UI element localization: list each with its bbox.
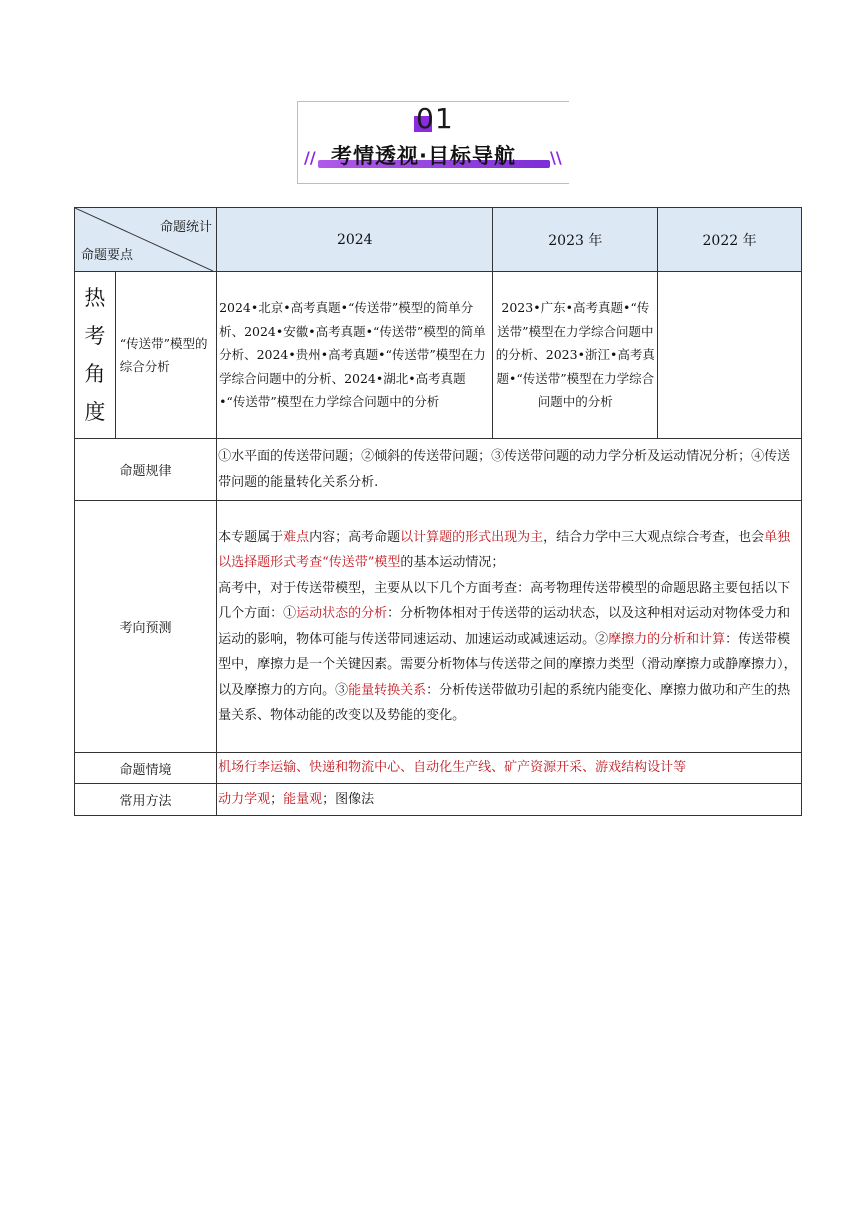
hot-point: “传送带”模型的综合分析	[115, 272, 216, 439]
highlight-run: 难点	[283, 529, 310, 545]
method-separator: ；	[322, 791, 336, 807]
diagonal-header-cell	[75, 208, 217, 272]
forecast-label: 考向预测	[75, 501, 217, 753]
method-dynamics: 动力学观	[218, 791, 271, 807]
context-row	[75, 753, 802, 784]
diag-top-label: 命题统计	[160, 220, 213, 235]
text-run: 本专题属于	[218, 529, 284, 545]
methods-label: 常用方法	[75, 784, 217, 816]
method-energy: 能量观	[283, 791, 323, 807]
text-run: ：分析物体相对于传送带的运动状态，以及这种相对运动对物体受力和运动的影响，物体可能与传送带同速运动、加速运动或减速运动。②	[218, 606, 791, 647]
section-banner	[297, 101, 569, 184]
method-separator: ；	[270, 791, 284, 807]
hot-angle-label	[75, 272, 116, 439]
hot-row	[75, 272, 802, 439]
text-run: ：分析传送带做功引起的系统内能变化、摩擦力做功和产生的热量关系、物体动能的改变以及势能的变化。	[218, 682, 791, 723]
col-header-2023: 2023 年	[493, 208, 658, 272]
section-number: 01	[416, 102, 454, 135]
slash-decor-left: //	[304, 148, 316, 167]
methods-row	[75, 784, 802, 816]
col-header-2022: 2022 年	[658, 208, 802, 272]
text-run: 的基本运动情况；	[400, 555, 505, 570]
forecast-text	[217, 501, 802, 753]
hot-2022	[658, 272, 802, 439]
hot-char-2: 考	[84, 324, 106, 348]
highlight-run: 能量转换关系	[348, 682, 427, 698]
slash-decor-right: \\	[550, 148, 562, 167]
rules-text: ①水平面的传送带问题；②倾斜的传送带问题；③传送带问题的动力学分析及运动情况分析；④传送带问题的能量转化关系分析.	[217, 439, 802, 501]
forecast-row	[75, 501, 802, 753]
rules-row	[75, 439, 802, 501]
diag-bottom-label: 命题要点	[81, 248, 134, 263]
col-header-2024: 2024	[217, 208, 493, 272]
exam-analysis-table	[74, 207, 802, 816]
rules-label: 命题规律	[75, 439, 217, 501]
hot-2024: 2024•北京•高考真题•“传送带”模型的简单分析、2024•安徽•高考真题•“传送带”模型的简单分析、2024•贵州•高考真题•“传送带”模型在力学综合问题中的分析、2024•湖北•高考真题•“传送带”模型在力学综合问题中的分析	[217, 272, 493, 439]
methods-text	[217, 784, 802, 816]
text-run: 内容；高考命题	[309, 529, 401, 545]
highlight-run: 单独以选择题形式考查“传送带”模型	[218, 529, 791, 570]
method-graph: 图像法	[335, 791, 375, 807]
highlight-run: 摩擦力的分析和计算	[608, 631, 726, 647]
highlight-run: 以计算题的形式出现为主	[400, 529, 544, 545]
text-run: 高考中，对于传送带模型，主要从以下几个方面考查：高考物理传送带模型的命题思路主要包括以下几个方面：①	[218, 580, 791, 621]
forecast-paragraph-1	[218, 525, 801, 576]
hot-char-4: 度	[84, 400, 106, 424]
highlight-run: 运动状态的分析	[296, 606, 388, 621]
context-text: 机场行李运输、快递和物流中心、自动化生产线、矿产资源开采、游戏结构设计等	[217, 753, 802, 784]
text-run: ，结合力学中三大观点综合考查，也会	[543, 529, 765, 545]
section-title: 考情透视·目标导航	[331, 144, 516, 168]
hot-char-1: 热	[84, 286, 106, 310]
forecast-paragraph-2	[218, 576, 801, 729]
header-row	[75, 208, 802, 272]
text-run: ：传送带模型中，摩擦力是一个关键因素。需要分析物体与传送带之间的摩擦力类型（滑动摩擦力或静摩擦力），以及摩擦力的方向。③	[218, 631, 797, 698]
context-label: 命题情境	[75, 753, 217, 784]
hot-2023: 2023•广东•高考真题•“传送带”模型在力学综合问题中的分析、2023•浙江•高考真题•“传送带”模型在力学综合问题中的分析	[493, 272, 658, 439]
hot-char-3: 角	[84, 362, 106, 386]
